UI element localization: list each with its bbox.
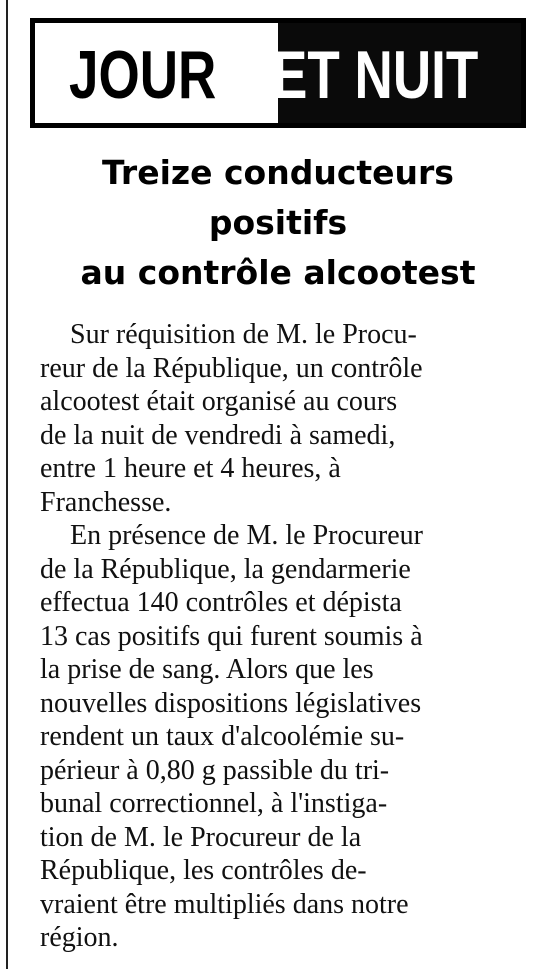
article-headline (30, 148, 526, 298)
headline-line-2: positifs (208, 203, 348, 242)
section-header-right-text: ET NUIT (272, 37, 479, 113)
article-paragraph-2: En présence de M. le Procureur de la République, la gendarmerie effectua 140 contrôles et dépista 13 cas positifs qui furent soumis à la prise de sang. Alors que les nouvelles dispositions législatives rendent un taux d'alcoolémie su- périeur à 0,80 g passible du tri- bunal correctionnel, à l'instiga- tion de M. le Procureur de la République, les contrôles de- vraient être multipliés dans notre région. (40, 520, 423, 953)
headline-line-3: au contrôle alcootest (80, 253, 476, 292)
article-paragraph-1: Sur réquisition de M. le Procu- reur de la République, un contrôle alcootest était organisé au cours de la nuit de vendredi à samedi, entre 1 heure et 4 heures, à Franchesse. (40, 319, 423, 518)
column-rule (6, 0, 8, 969)
headline-line-1: Treize conducteurs (102, 153, 454, 192)
section-header-left-text: JOUR (69, 37, 217, 113)
section-header (30, 18, 526, 128)
article-body (40, 318, 526, 955)
